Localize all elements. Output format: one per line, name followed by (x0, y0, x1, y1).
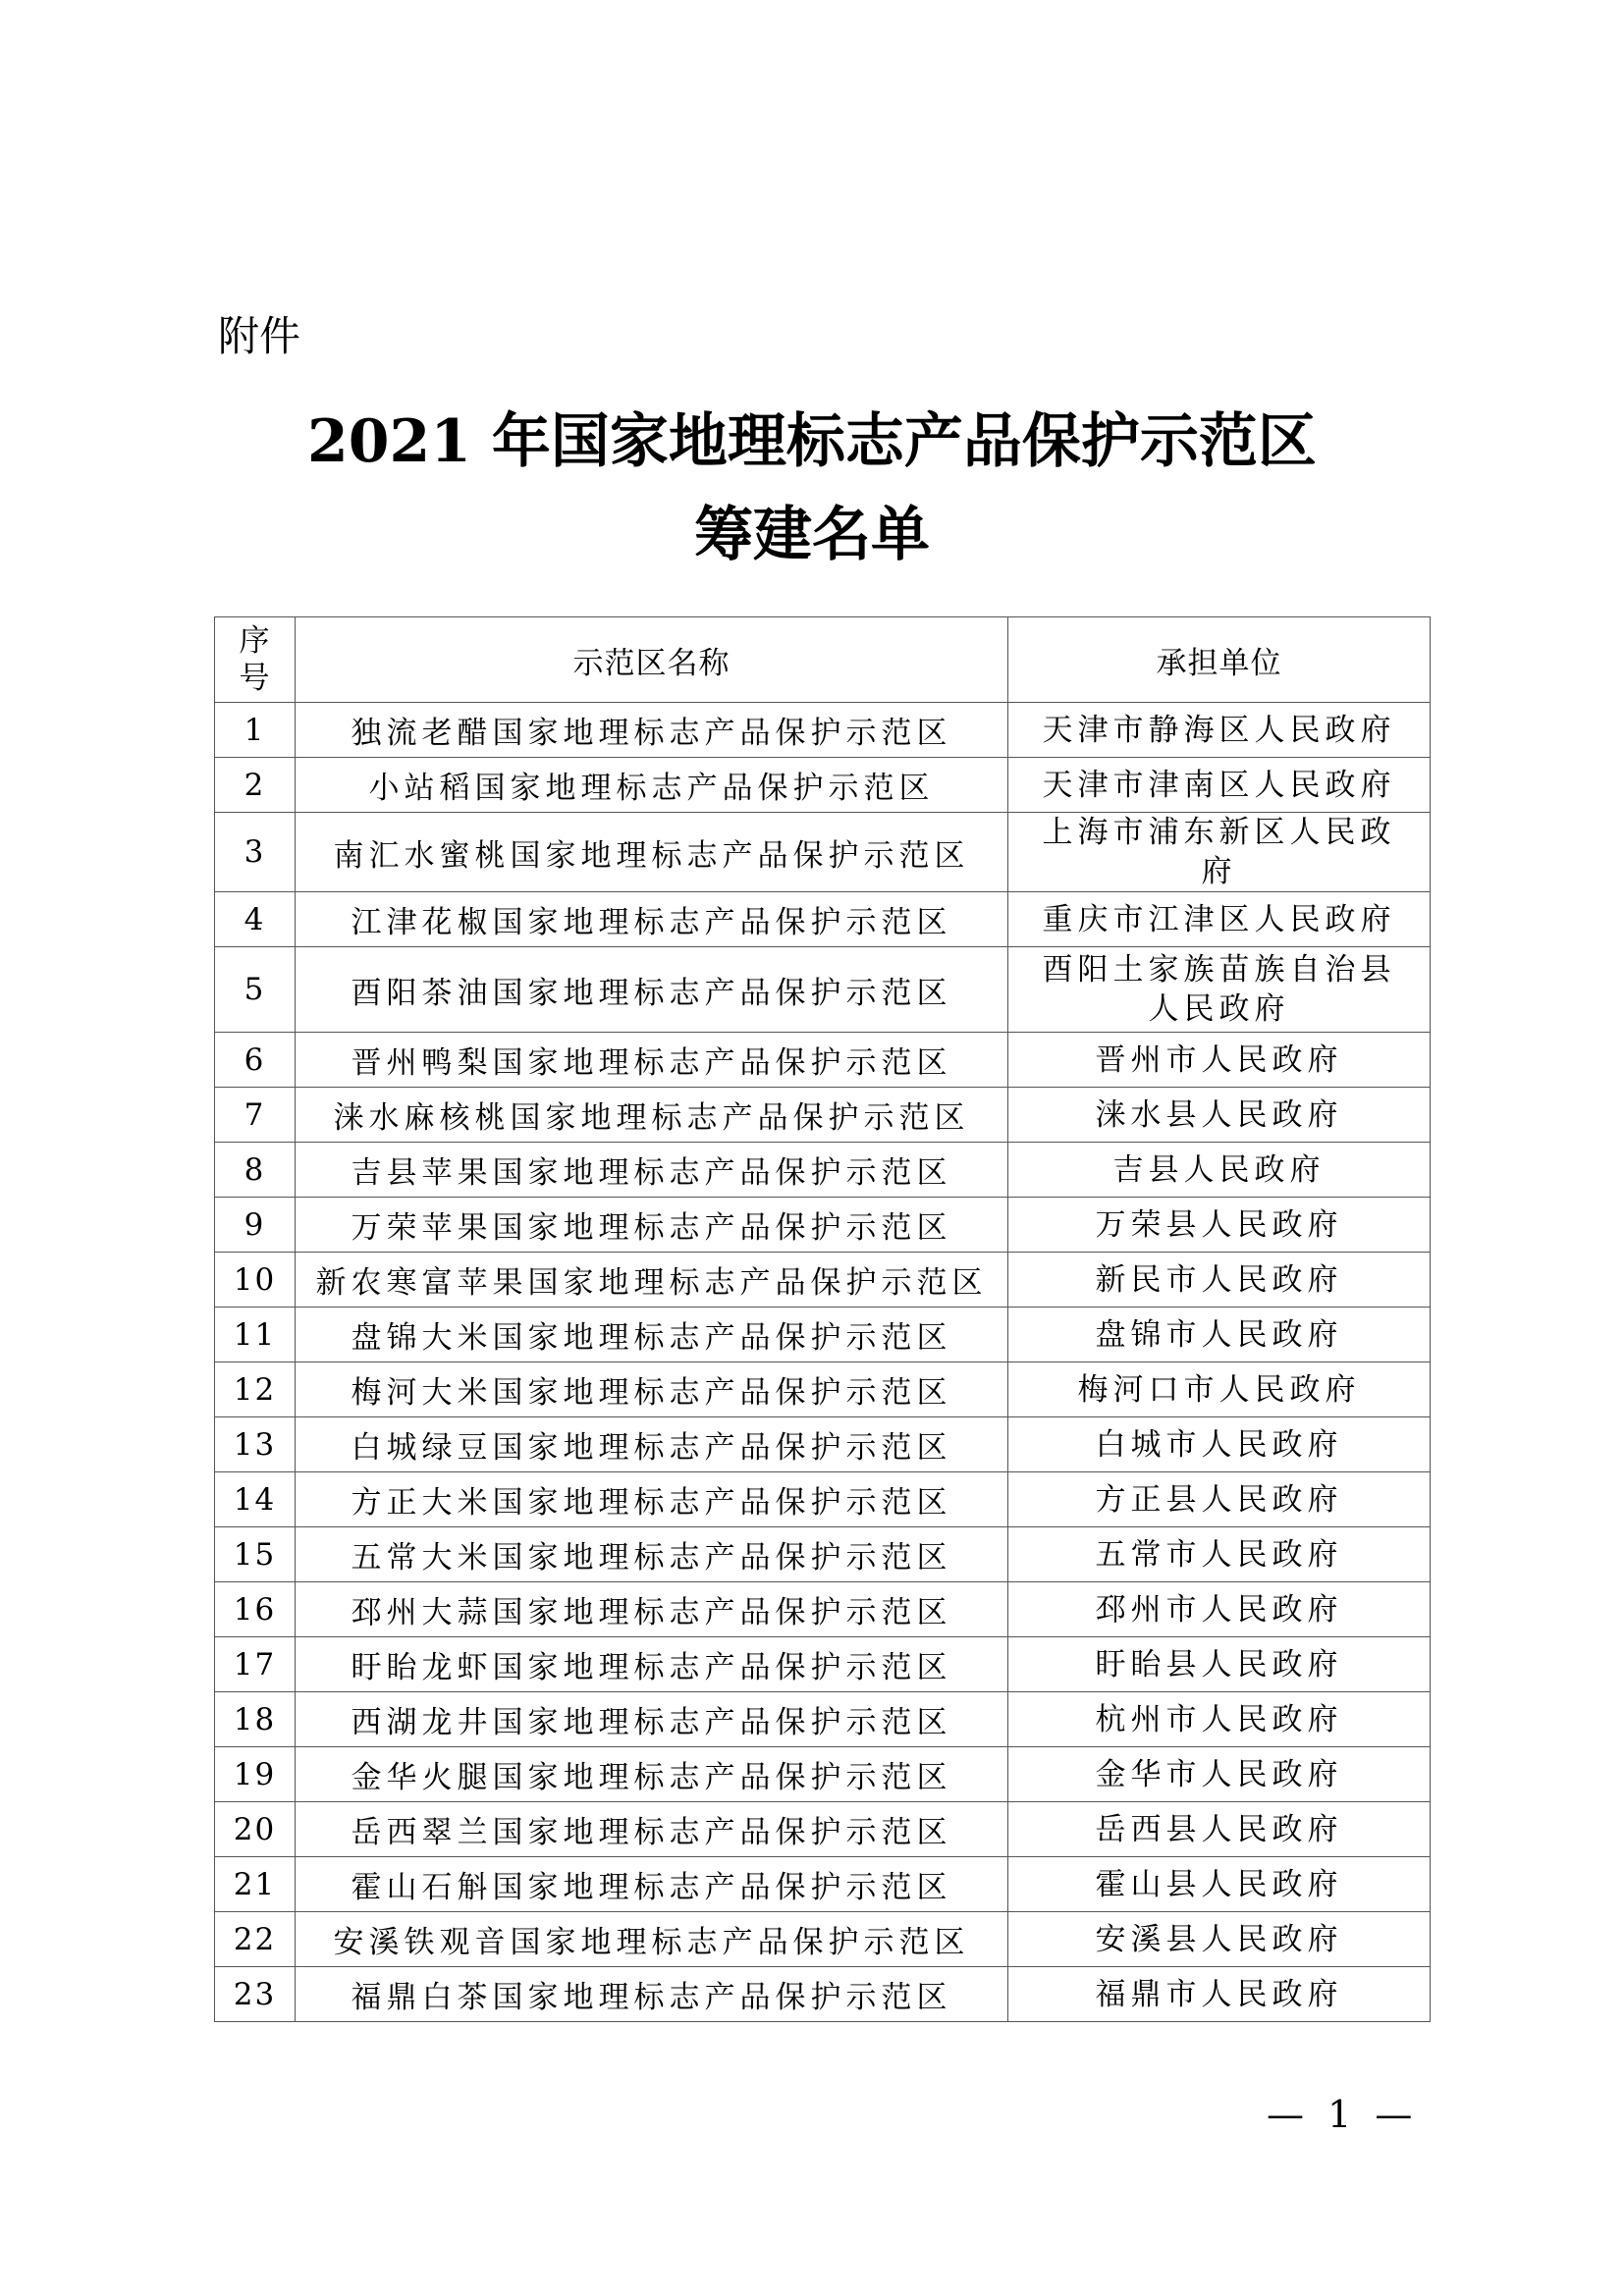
responsible-unit-text: 梅河口市人民政府 (1077, 1371, 1361, 1408)
row-number: 5 (215, 947, 296, 1033)
zone-name: 江津花椒国家地理标志产品保护示范区 (296, 892, 1008, 947)
zone-name: 霍山石斛国家地理标志产品保护示范区 (296, 1857, 1008, 1912)
table-row (215, 1362, 1431, 1417)
responsible-unit (1008, 1802, 1431, 1857)
responsible-unit-text: 福鼎市人民政府 (1095, 1976, 1343, 2012)
responsible-unit-text: 涞水县人民政府 (1095, 1096, 1343, 1133)
responsible-unit (1008, 1253, 1431, 1308)
table-row (215, 1857, 1431, 1912)
responsible-unit-text: 盘锦市人民政府 (1095, 1316, 1343, 1353)
responsible-unit-text: 安溪县人民政府 (1095, 1921, 1343, 1957)
responsible-unit (1008, 703, 1431, 758)
responsible-unit-text: 方正县人民政府 (1095, 1481, 1343, 1518)
responsible-unit-text: 盱眙县人民政府 (1095, 1646, 1343, 1682)
zone-name: 福鼎白茶国家地理标志产品保护示范区 (296, 1967, 1008, 2022)
zone-name: 吉县苹果国家地理标志产品保护示范区 (296, 1143, 1008, 1198)
table-row (215, 1692, 1431, 1747)
header-name: 示范区名称 (296, 617, 1008, 703)
responsible-unit-text: 霍山县人民政府 (1095, 1866, 1343, 1902)
responsible-unit-text: 天津市静海区人民政府 (1042, 712, 1396, 748)
row-number: 6 (215, 1033, 296, 1088)
row-number: 14 (215, 1472, 296, 1527)
responsible-unit-text: 邳州市人民政府 (1095, 1591, 1343, 1628)
row-number: 17 (215, 1637, 296, 1692)
responsible-unit-text: 晋州市人民政府 (1095, 1041, 1343, 1078)
zone-name: 盱眙龙虾国家地理标志产品保护示范区 (296, 1637, 1008, 1692)
table-row (215, 1637, 1431, 1692)
row-number: 21 (215, 1857, 296, 1912)
row-number: 4 (215, 892, 296, 947)
row-number: 16 (215, 1582, 296, 1637)
table-row (215, 1967, 1431, 2022)
header-seq (215, 617, 296, 703)
page-subtitle: 筹建名单 (694, 501, 930, 569)
responsible-unit-text: 重庆市江津区人民政府 (1042, 901, 1396, 937)
page-title: 2021 年国家地理标志产品保护示范区 (307, 407, 1317, 476)
responsible-unit-text: 杭州市人民政府 (1095, 1701, 1343, 1737)
zone-name: 南汇水蜜桃国家地理标志产品保护示范区 (296, 813, 1008, 892)
table-row (215, 813, 1431, 892)
zone-name: 西湖龙井国家地理标志产品保护示范区 (296, 1692, 1008, 1747)
zone-name: 梅河大米国家地理标志产品保护示范区 (296, 1362, 1008, 1417)
row-number: 8 (215, 1143, 296, 1198)
table-row (215, 1912, 1431, 1967)
zone-name: 白城绿豆国家地理标志产品保护示范区 (296, 1417, 1008, 1472)
zone-name: 新农寒富苹果国家地理标志产品保护示范区 (296, 1253, 1008, 1308)
responsible-unit-text: 吉县人民政府 (1112, 1151, 1326, 1188)
zone-name: 盘锦大米国家地理标志产品保护示范区 (296, 1308, 1008, 1362)
responsible-unit (1008, 1143, 1431, 1198)
row-number: 11 (215, 1308, 296, 1362)
page-number: — 1 — (1267, 2093, 1419, 2136)
row-number: 3 (215, 813, 296, 892)
table-row (215, 1417, 1431, 1472)
table-row (215, 703, 1431, 758)
attachment-label: 附件 (218, 312, 301, 360)
header-seq-label: 序号 (239, 623, 271, 696)
responsible-unit (1008, 1033, 1431, 1088)
row-number: 22 (215, 1912, 296, 1967)
table-row (215, 1472, 1431, 1527)
table-row (215, 1033, 1431, 1088)
responsible-unit (1008, 1692, 1431, 1747)
responsible-unit-text: 万荣县人民政府 (1095, 1206, 1343, 1243)
table-row (215, 1582, 1431, 1637)
table-row (215, 1527, 1431, 1582)
responsible-unit (1008, 813, 1431, 892)
table-row (215, 758, 1431, 813)
demonstration-zone-table (214, 616, 1431, 2022)
table-row (215, 1253, 1431, 1308)
zone-name: 小站稻国家地理标志产品保护示范区 (296, 758, 1008, 813)
responsible-unit-text: 金华市人民政府 (1095, 1756, 1343, 1792)
row-number: 2 (215, 758, 296, 813)
responsible-unit (1008, 1857, 1431, 1912)
zone-name: 涞水麻核桃国家地理标志产品保护示范区 (296, 1088, 1008, 1143)
zone-name: 安溪铁观音国家地理标志产品保护示范区 (296, 1912, 1008, 1967)
responsible-unit (1008, 1637, 1431, 1692)
responsible-unit-text: 五常市人民政府 (1095, 1536, 1343, 1573)
table-row (215, 892, 1431, 947)
table-row (215, 1143, 1431, 1198)
row-number: 23 (215, 1967, 296, 2022)
header-unit: 承担单位 (1008, 617, 1431, 703)
responsible-unit (1008, 1912, 1431, 1967)
row-number: 7 (215, 1088, 296, 1143)
responsible-unit (1008, 1582, 1431, 1637)
table-body (215, 703, 1431, 2022)
responsible-unit-text: 白城市人民政府 (1095, 1426, 1343, 1463)
table-row (215, 947, 1431, 1033)
responsible-unit (1008, 947, 1431, 1033)
table-header-row (215, 617, 1431, 703)
responsible-unit-text: 上海市浦东新区人民政府 (1042, 815, 1396, 889)
row-number: 9 (215, 1198, 296, 1253)
zone-name: 邳州大蒜国家地理标志产品保护示范区 (296, 1582, 1008, 1637)
table-row (215, 1088, 1431, 1143)
table-row (215, 1198, 1431, 1253)
zone-name: 晋州鸭梨国家地理标志产品保护示范区 (296, 1033, 1008, 1088)
row-number: 12 (215, 1362, 296, 1417)
table-row (215, 1308, 1431, 1362)
responsible-unit-text: 酉阳土家族苗族自治县人民政府 (1042, 952, 1396, 1027)
responsible-unit (1008, 758, 1431, 813)
zone-name: 独流老醋国家地理标志产品保护示范区 (296, 703, 1008, 758)
row-number: 10 (215, 1253, 296, 1308)
responsible-unit-text: 天津市津南区人民政府 (1042, 767, 1396, 803)
responsible-unit (1008, 1417, 1431, 1472)
row-number: 13 (215, 1417, 296, 1472)
responsible-unit (1008, 1967, 1431, 2022)
responsible-unit-text: 岳西县人民政府 (1095, 1811, 1343, 1847)
row-number: 18 (215, 1692, 296, 1747)
row-number: 19 (215, 1747, 296, 1802)
responsible-unit (1008, 892, 1431, 947)
responsible-unit (1008, 1088, 1431, 1143)
responsible-unit-text: 新民市人民政府 (1095, 1261, 1343, 1298)
row-number: 20 (215, 1802, 296, 1857)
zone-name: 方正大米国家地理标志产品保护示范区 (296, 1472, 1008, 1527)
responsible-unit (1008, 1472, 1431, 1527)
zone-name: 金华火腿国家地理标志产品保护示范区 (296, 1747, 1008, 1802)
row-number: 15 (215, 1527, 296, 1582)
zone-name: 酉阳茶油国家地理标志产品保护示范区 (296, 947, 1008, 1033)
responsible-unit (1008, 1198, 1431, 1253)
table-row (215, 1802, 1431, 1857)
zone-name: 万荣苹果国家地理标志产品保护示范区 (296, 1198, 1008, 1253)
responsible-unit (1008, 1308, 1431, 1362)
responsible-unit (1008, 1362, 1431, 1417)
responsible-unit (1008, 1527, 1431, 1582)
zone-name: 五常大米国家地理标志产品保护示范区 (296, 1527, 1008, 1582)
table-row (215, 1747, 1431, 1802)
responsible-unit (1008, 1747, 1431, 1802)
zone-name: 岳西翠兰国家地理标志产品保护示范区 (296, 1802, 1008, 1857)
row-number: 1 (215, 703, 296, 758)
